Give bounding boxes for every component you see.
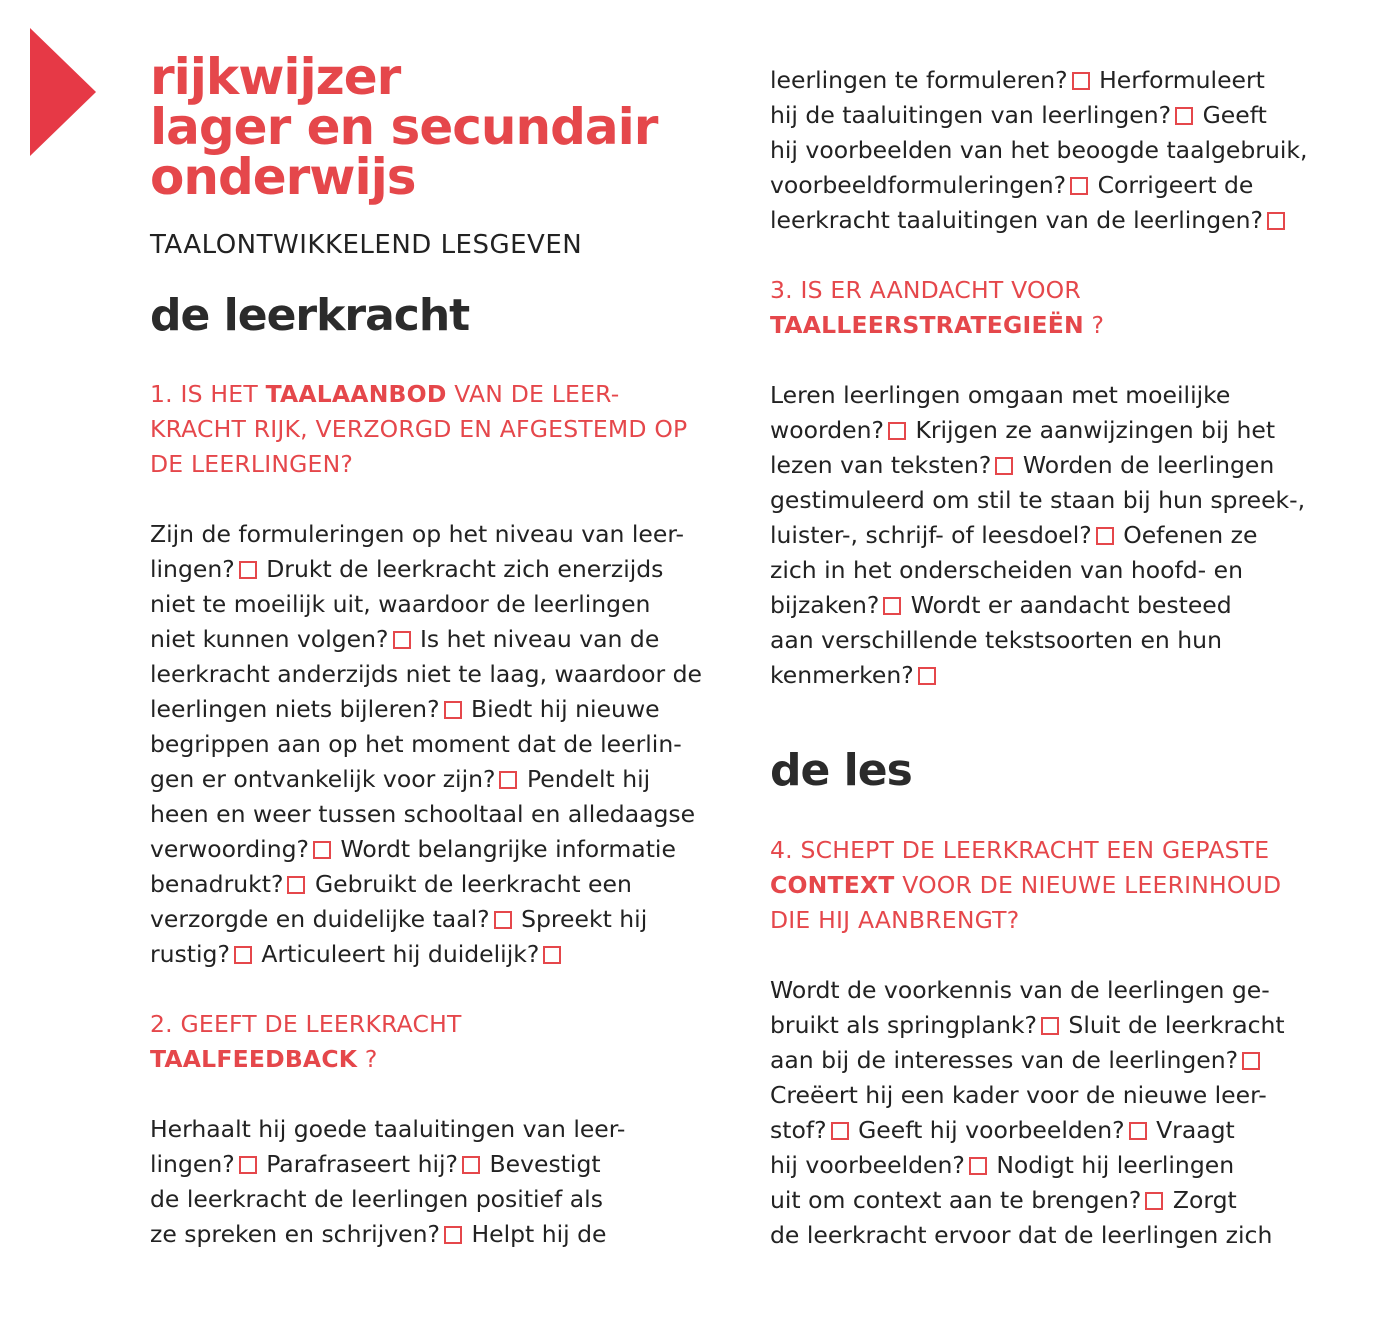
body-text: bruikt als springplank?	[770, 1011, 1037, 1039]
body-text: hij de taaluitingen van leerlingen?	[770, 101, 1172, 129]
checkbox[interactable]	[831, 1122, 849, 1140]
checkbox[interactable]	[543, 946, 561, 964]
question-3-body	[770, 378, 1305, 693]
question-1-body	[150, 517, 702, 972]
body-line: niet te moeilijk uit, waardoor de leerlingen	[150, 590, 651, 618]
checkbox[interactable]	[995, 457, 1013, 475]
q1-text: DE LEERLINGEN?	[150, 450, 354, 478]
q4-text: DIE HIJ AANBRENGT?	[770, 906, 1020, 934]
body-text: Bevestigt	[489, 1150, 601, 1178]
body-text: rustig?	[150, 940, 230, 968]
body-text: Corrigeert de	[1097, 171, 1254, 199]
q2-text: 2. GEEFT DE LEERKRACHT	[150, 1010, 462, 1038]
body-text: Geeft	[1202, 101, 1267, 129]
body-line: aan verschillende tekstsoorten en hun	[770, 626, 1222, 654]
body-text: hij voorbeelden?	[770, 1151, 965, 1179]
body-text: Zorgt	[1172, 1186, 1237, 1214]
question-2-body-continued	[770, 63, 1307, 238]
body-text: Articuleert hij duidelijk?	[261, 940, 540, 968]
body-text: aan bij de interesses van de leerlingen?	[770, 1046, 1239, 1074]
body-text: verwoording?	[150, 835, 309, 863]
body-text: kenmerken?	[770, 661, 914, 689]
body-text: Krijgen ze aanwijzingen bij het	[915, 416, 1276, 444]
checkbox[interactable]	[1267, 212, 1285, 230]
title-line-1: rijkwijzer	[150, 48, 401, 106]
body-text: Worden de leerlingen	[1022, 451, 1275, 479]
question-4-heading	[770, 833, 1281, 938]
body-line: de leerkracht de leerlingen positief als	[150, 1185, 603, 1213]
q1-text: VAN DE LEER-	[446, 380, 620, 408]
body-text: voorbeeldformuleringen?	[770, 171, 1067, 199]
checkbox[interactable]	[239, 1156, 257, 1174]
body-text: Is het niveau van de	[420, 625, 660, 653]
body-text: Helpt hij de	[471, 1220, 607, 1248]
body-text: leerlingen niets bijleren?	[150, 695, 440, 723]
section-heading-les: de les	[770, 745, 912, 796]
title-line-2: lager en secundair	[150, 98, 658, 156]
body-line: gestimuleerd om stil te staan bij hun spreek-,	[770, 486, 1306, 514]
checkbox[interactable]	[883, 597, 901, 615]
checkbox[interactable]	[494, 911, 512, 929]
checkbox[interactable]	[969, 1157, 987, 1175]
body-text: Parafraseert hij?	[266, 1150, 459, 1178]
checkbox[interactable]	[393, 631, 411, 649]
body-text: ze spreken en schrijven?	[150, 1220, 440, 1248]
page-title	[150, 48, 658, 206]
body-line: zich in het onderscheiden van hoofd- en	[770, 556, 1243, 584]
body-line: Herhaalt hij goede taaluitingen van leer-	[150, 1115, 626, 1143]
body-text: Drukt de leerkracht zich enerzijds	[266, 555, 664, 583]
body-text: lingen?	[150, 555, 235, 583]
body-text: lezen van teksten?	[770, 451, 992, 479]
checkbox[interactable]	[1072, 72, 1090, 90]
checkbox[interactable]	[239, 561, 257, 579]
question-2-heading	[150, 1007, 462, 1077]
body-text: bijzaken?	[770, 591, 880, 619]
red-triangle-marker	[30, 28, 96, 156]
body-text: Herformuleert	[1099, 66, 1265, 94]
checkbox[interactable]	[444, 1226, 462, 1244]
checkbox[interactable]	[462, 1156, 480, 1174]
section-heading-leerkracht: de leerkracht	[150, 290, 470, 341]
body-text: stof?	[770, 1116, 827, 1144]
checkbox[interactable]	[1145, 1192, 1163, 1210]
body-text: Spreekt hij	[521, 905, 648, 933]
q2-text: ?	[357, 1045, 378, 1073]
body-text: luister-, schrijf- of leesdoel?	[770, 521, 1092, 549]
body-text: Gebruikt de leerkracht een	[314, 870, 632, 898]
body-text: benadrukt?	[150, 870, 284, 898]
q3-keyword: TAALLEERSTRATEGIEËN	[770, 311, 1084, 339]
q1-text: KRACHT RIJK, VERZORGD EN AFGESTEMD OP	[150, 415, 688, 443]
body-text: Vraagt	[1156, 1116, 1235, 1144]
question-3-heading	[770, 273, 1104, 343]
body-text: Nodigt hij leerlingen	[996, 1151, 1235, 1179]
body-text: leerlingen te formuleren?	[770, 66, 1068, 94]
question-4-body	[770, 973, 1285, 1253]
checkbox[interactable]	[1242, 1052, 1260, 1070]
body-line: heen en weer tussen schooltaal en alledaagse	[150, 800, 696, 828]
body-text: lingen?	[150, 1150, 235, 1178]
checkbox[interactable]	[234, 946, 252, 964]
q3-text: 3. IS ER AANDACHT VOOR	[770, 276, 1081, 304]
checkbox[interactable]	[1129, 1122, 1147, 1140]
body-line: Creëert hij een kader voor de nieuwe leer-	[770, 1081, 1267, 1109]
title-line-3: onderwijs	[150, 148, 416, 206]
body-text: uit om context aan te brengen?	[770, 1186, 1142, 1214]
body-line: Wordt de voorkennis van de leerlingen ge-	[770, 976, 1270, 1004]
page-subtitle: TAALONTWIKKELEND LESGEVEN	[150, 230, 583, 260]
checkbox[interactable]	[1070, 177, 1088, 195]
body-line: leerkracht anderzijds niet te laag, waardoor de	[150, 660, 702, 688]
checkbox[interactable]	[1041, 1017, 1059, 1035]
body-text: Sluit de leerkracht	[1068, 1011, 1285, 1039]
body-text: Oefenen ze	[1123, 521, 1258, 549]
checkbox[interactable]	[888, 422, 906, 440]
checkbox[interactable]	[1096, 527, 1114, 545]
body-text: Pendelt hij	[526, 765, 651, 793]
body-text: Geeft hij voorbeelden?	[858, 1116, 1125, 1144]
body-text: niet kunnen volgen?	[150, 625, 389, 653]
q4-text: VOOR DE NIEUWE LEERINHOUD	[894, 871, 1282, 899]
q1-keyword: TAALAANBOD	[265, 380, 447, 408]
q2-keyword: TAALFEEDBACK	[150, 1045, 358, 1073]
body-line: hij voorbeelden van het beoogde taalgebruik,	[770, 136, 1308, 164]
q4-text: 4. SCHEPT DE LEERKRACHT EEN GEPASTE	[770, 836, 1270, 864]
q1-text: 1. IS HET	[150, 380, 266, 408]
checkbox[interactable]	[287, 876, 305, 894]
checkbox[interactable]	[1175, 107, 1193, 125]
question-2-body	[150, 1112, 625, 1252]
checkbox[interactable]	[444, 701, 462, 719]
body-line: de leerkracht ervoor dat de leerlingen zich	[770, 1221, 1273, 1249]
q4-keyword: CONTEXT	[770, 871, 895, 899]
body-text: leerkracht taaluitingen van de leerlingen?	[770, 206, 1263, 234]
body-line: Zijn de formuleringen op het niveau van leer-	[150, 520, 684, 548]
body-line: Leren leerlingen omgaan met moeilijke	[770, 381, 1231, 409]
checkbox[interactable]	[313, 841, 331, 859]
q3-text: ?	[1083, 311, 1105, 339]
question-1-heading	[150, 377, 687, 482]
body-text: Wordt er aandacht besteed	[910, 591, 1232, 619]
body-text: gen er ontvankelijk voor zijn?	[150, 765, 496, 793]
body-line: begrippen aan op het moment dat de leerlin-	[150, 730, 682, 758]
body-text: verzorgde en duidelijke taal?	[150, 905, 490, 933]
body-text: Wordt belangrijke informatie	[340, 835, 676, 863]
body-text: woorden?	[770, 416, 884, 444]
body-text: Biedt hij nieuwe	[471, 695, 660, 723]
checkbox[interactable]	[499, 771, 517, 789]
checkbox[interactable]	[918, 667, 936, 685]
